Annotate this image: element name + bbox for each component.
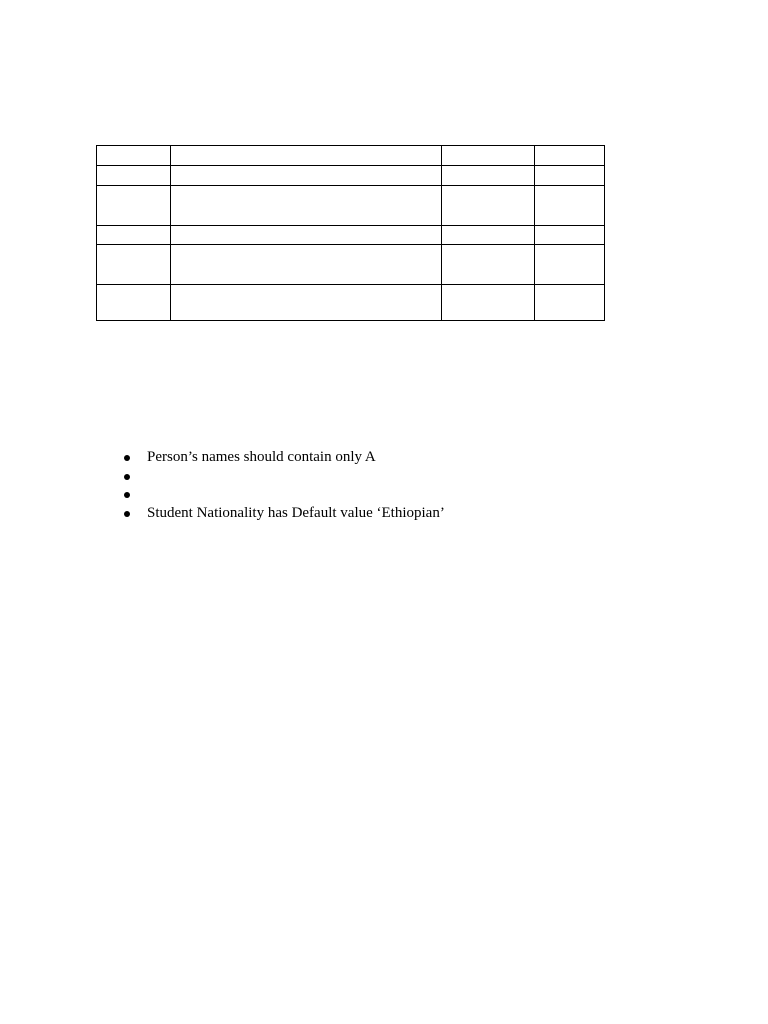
table-cell — [442, 285, 535, 321]
list-item-text: Student Nationality has Default value ‘Ethiopian’ — [147, 504, 445, 521]
table-cell — [442, 226, 535, 245]
table-cell — [535, 245, 605, 285]
table-cell — [442, 245, 535, 285]
list-item — [0, 504, 768, 523]
table-cell — [97, 285, 171, 321]
data-table — [96, 145, 605, 321]
table-cell — [535, 285, 605, 321]
list-item — [0, 485, 768, 504]
table-cell — [535, 226, 605, 245]
table-cell — [171, 166, 442, 186]
table-cell — [171, 146, 442, 166]
table-cell — [97, 166, 171, 186]
table-cell — [442, 166, 535, 186]
table-cell — [171, 226, 442, 245]
bullet-icon — [124, 455, 130, 461]
table-row — [97, 166, 605, 186]
table-cell — [171, 186, 442, 226]
table-cell — [171, 245, 442, 285]
table-cell — [171, 285, 442, 321]
table-cell — [97, 226, 171, 245]
table-cell — [535, 186, 605, 226]
table-row — [97, 245, 605, 285]
table-cell — [442, 146, 535, 166]
table-cell — [442, 186, 535, 226]
list-item — [0, 448, 768, 467]
table-cell — [97, 146, 171, 166]
bullet-list — [0, 448, 768, 522]
bullet-icon — [124, 511, 130, 517]
table-cell — [535, 146, 605, 166]
table-cell — [97, 245, 171, 285]
table-cell — [535, 166, 605, 186]
list-item-text: Person’s names should contain only A — [147, 449, 376, 465]
table-cell — [97, 186, 171, 226]
table-row — [97, 146, 605, 166]
table-row — [97, 186, 605, 226]
table-row — [97, 285, 605, 321]
bullet-icon — [124, 492, 130, 498]
table-row — [97, 226, 605, 245]
bullet-icon — [124, 474, 130, 480]
list-item — [0, 467, 768, 486]
